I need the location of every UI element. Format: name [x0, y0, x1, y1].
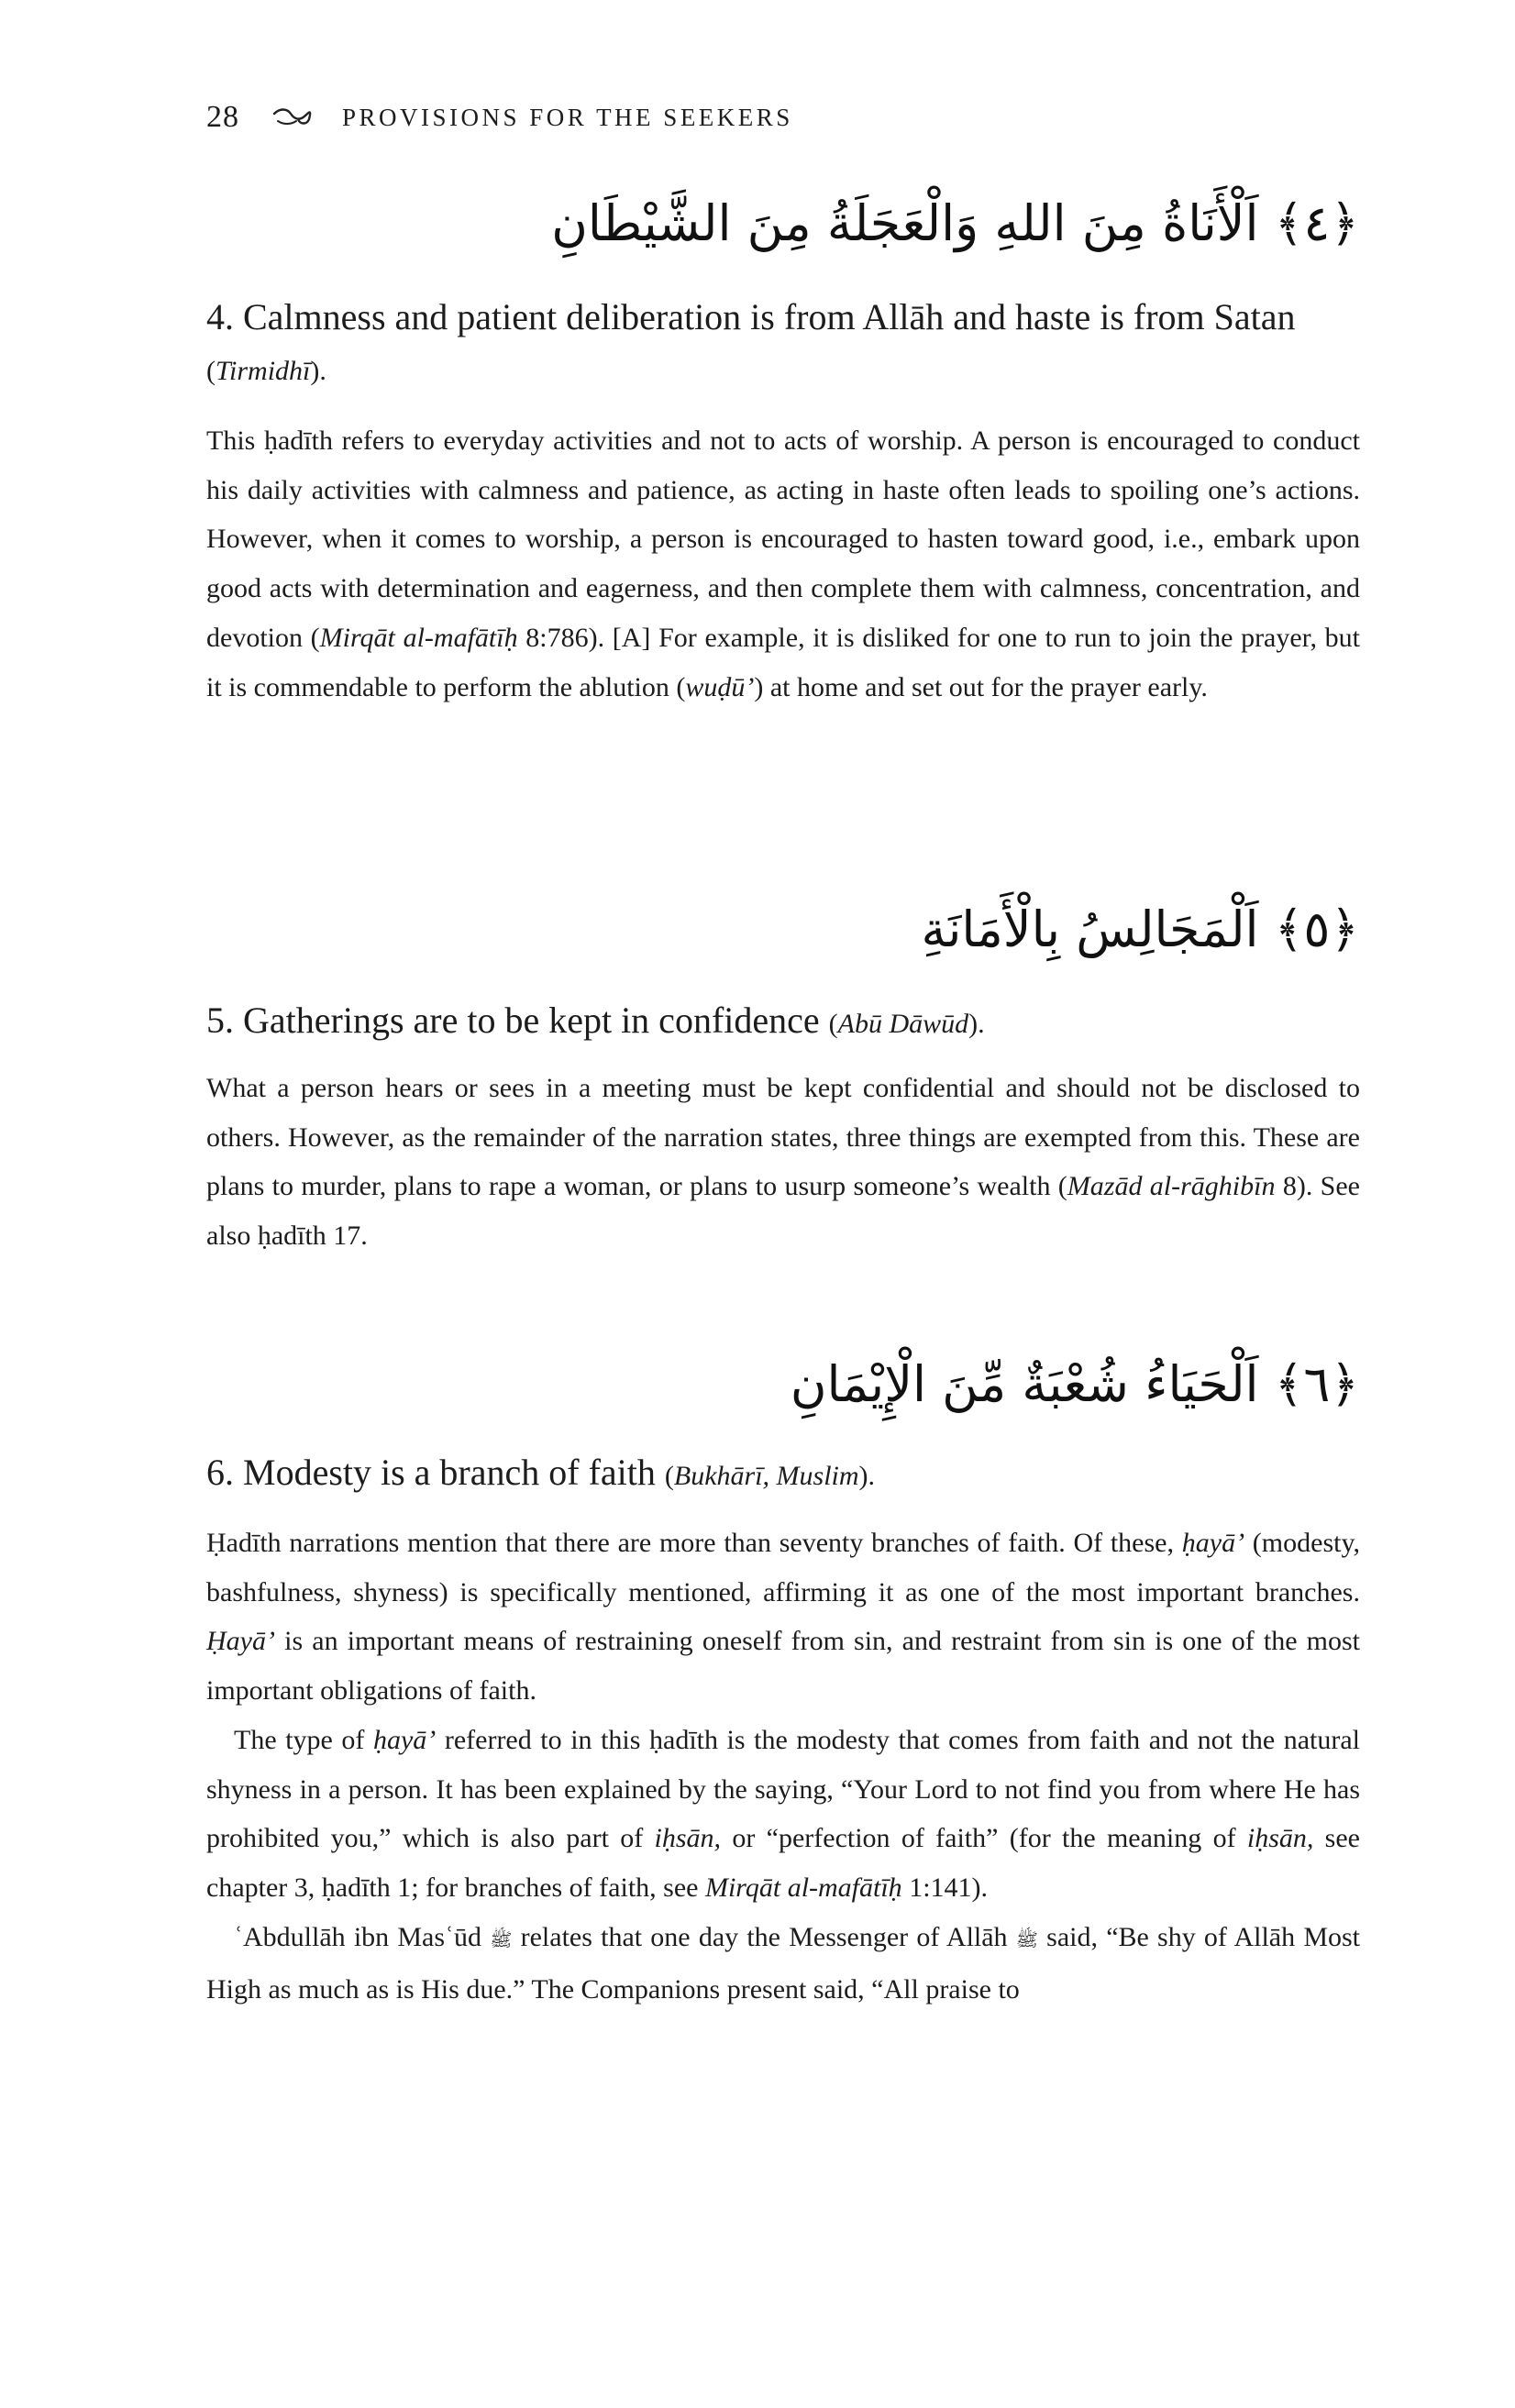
hadith-5-commentary	[206, 1064, 1360, 1261]
hadith-6-heading	[206, 1447, 1360, 1501]
hadith-6-arabic: ﴿٦﴾ اَلْحَيَاءُ شُعْبَةٌ مِّنَ الْإِيْمَانِ	[790, 1355, 1359, 1413]
hadith-4-number: 4.	[206, 296, 234, 337]
hadith-5-heading	[206, 995, 1360, 1049]
flourish-icon	[272, 106, 313, 128]
text-run: What a person hears or sees in a meeting must be kept confidential and should not be disclosed to others. However, as the remainder of the narration states, three things are exempted from this. These are plans to murder, plans to rape a woman, or plans to usurp someone’s wealth (	[206, 1073, 1360, 1202]
text-run: or “perfection of faith” (for the meaning of	[721, 1823, 1247, 1854]
term: iḥsān,	[1246, 1823, 1314, 1854]
term: ḥayā’	[1181, 1528, 1245, 1558]
hadith-6-commentary-1	[206, 1519, 1360, 1716]
hadith-5-source: (Abū Dāwūd).	[828, 1009, 985, 1039]
text-run: 8:786). [A] For example, it is disliked for one to run to join the prayer, but it is commendable to perform the ablution (	[206, 622, 1360, 702]
term: iḥsān,	[654, 1823, 722, 1854]
text-run: relates that one day the Messenger of Allāh	[512, 1922, 1016, 1952]
hadith-6-text: Modesty is a branch of faith	[243, 1452, 656, 1493]
hadith-4-source-name: Tirmidhī	[216, 356, 311, 386]
honorific-glyph: ﷺ	[1015, 1928, 1038, 1950]
hadith-6-commentary-3	[206, 1913, 1360, 2014]
text-run: said, “Be shy of Allāh Most High as much as is His due.” The Companions present said, “All praise to	[206, 1922, 1360, 2005]
hadith-4-commentary	[206, 416, 1360, 712]
honorific-glyph: ﷺ	[490, 1928, 513, 1950]
text-run: 8). See also ḥadīth 17.	[206, 1171, 1360, 1252]
text-run: is an important means of restraining oneself from sin, and restraint from sin is one of the most important obligations of faith.	[206, 1626, 1360, 1707]
text-run: Ḥadīth narrations mention that there are more than seventy branches of faith. Of these,	[206, 1528, 1182, 1558]
hadith-4-source: (Tirmidhī).	[206, 356, 326, 386]
term: Ḥayā’	[206, 1626, 275, 1657]
text-run: This ḥadīth refers to everyday activities and not to acts of worship. A person is encouraged to conduct his daily activities with calmness and patience, as acting in haste often leads to spoiling one’s actions. However, when it comes to worship, a person is encouraged to hasten toward good, i.e., embark upon good acts with determination and eagerness, and then complete them with calmness, concentration, and devotion (	[206, 425, 1360, 653]
page-number: 28	[206, 100, 239, 134]
citation: Mazād al-rāghibīn	[1067, 1171, 1276, 1202]
page-header	[206, 92, 1353, 143]
hadith-6-source-name: Bukhārī, Muslim	[673, 1461, 859, 1491]
text-run: (modesty, bashfulness, shyness) is specifically mentioned, affirming it as one of the most important branches.	[206, 1528, 1361, 1607]
text-run: see chapter 3, ḥadīth 1; for branches of faith, see	[206, 1823, 1360, 1904]
hadith-4-heading	[206, 292, 1360, 396]
citation: Mirqāt al-mafātīḥ	[704, 1872, 902, 1904]
citation: Mirqāt al-mafātīḥ	[319, 622, 518, 653]
hadith-6-commentary-2	[206, 1716, 1360, 1913]
hadith-5-number: 5.	[206, 1000, 234, 1041]
hadith-5-source-name: Abū Dāwūd	[837, 1009, 969, 1039]
hadith-5-text: Gatherings are to be kept in confidence	[243, 1000, 820, 1041]
term: wuḍū’	[685, 671, 755, 702]
term: ḥayā’	[372, 1725, 437, 1755]
running-title: PROVISIONS FOR THE SEEKERS	[342, 103, 793, 131]
hadith-4-text: Calmness and patient deliberation is from Allāh and haste is from Satan	[243, 296, 1296, 337]
text-run: ʿAbdullāh ibn Masʿūd	[234, 1922, 491, 1952]
text-run: referred to in this ḥadīth is the modesty that comes from faith and not the natural shyness in a person. It has been explained by the saying, “Your Lord to not find you from where He has prohibited you,” which is also part of	[206, 1725, 1360, 1854]
text-run: 1:141).	[901, 1872, 989, 1904]
hadith-5-arabic: ﴿٥﴾ اَلْمَجَالِسُ بِالْأَمَانَةِ	[921, 900, 1359, 958]
hadith-6-source: (Bukhārī, Muslim).	[664, 1461, 876, 1491]
hadith-6-number: 6.	[206, 1452, 234, 1493]
hadith-4-arabic: ﴿٤﴾ اَلْأَنَاةُ مِنَ اللهِ وَالْعَجَلَةُ مِنَ الشَّيْطَانِ	[551, 194, 1359, 252]
text-run: ) at home and set out for the prayer early.	[754, 671, 1208, 702]
text-run: The type of	[234, 1725, 373, 1755]
